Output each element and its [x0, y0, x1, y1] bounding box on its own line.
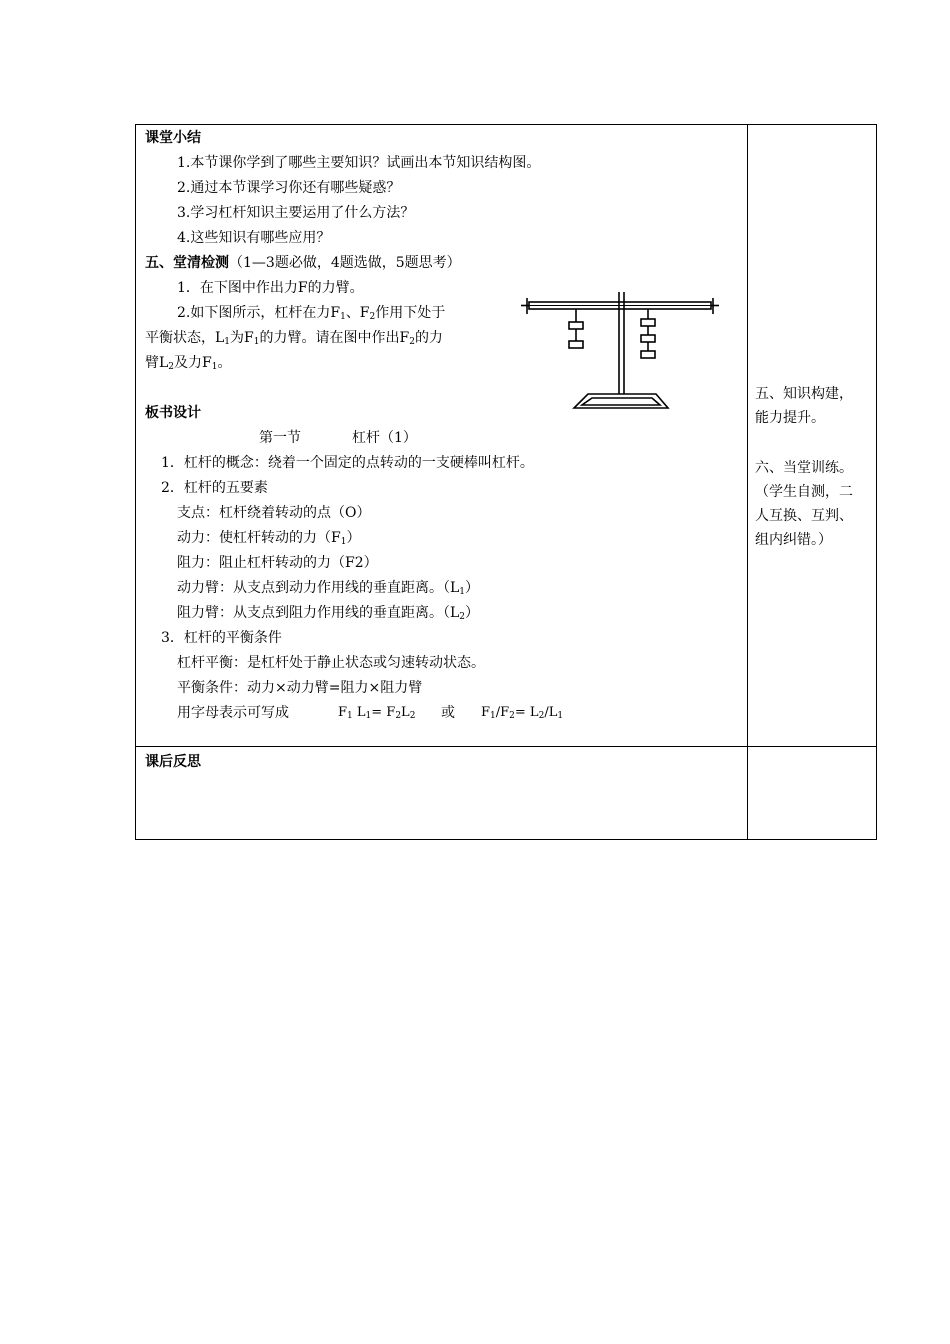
check-title: 五、堂清检测: [145, 255, 229, 271]
summary-item-1: 1.本节课你学到了哪些主要知识？试画出本节知识结构图。: [177, 155, 541, 171]
check-q2-line3: 臂$L_2$及力$F_1$。: [145, 355, 232, 372]
board-balance: 杠杆平衡：是杠杆处于静止状态或匀速转动状态。: [177, 655, 485, 671]
board-resistance: 阻力：阻止杠杆转动的力（F2）: [177, 555, 378, 571]
summary-item-3: 3.学习杠杆知识主要运用了什么方法？: [177, 205, 415, 221]
check-note: （1—3题必做，4题选做，5题思考）: [229, 255, 461, 271]
board-heading-topic: 杠杆（1）: [352, 430, 417, 446]
board-condition: 平衡条件：动力×动力臂=阻力×阻力臂: [177, 680, 423, 696]
reflection-title: 课后反思: [145, 754, 201, 770]
board-formula-2: $F_1/F_2= L_2/L_1$: [481, 705, 564, 721]
board-point-3: 3．杠杆的平衡条件: [161, 630, 282, 646]
check-heading: [145, 253, 461, 273]
board-formula-or: 或: [441, 705, 455, 721]
summary-item-4: 4.这些知识有哪些应用？: [177, 230, 331, 246]
summary-title: 课堂小结: [145, 130, 201, 146]
board-effort: 动力：使杠杆转动的力$(F_1)$: [177, 530, 361, 547]
check-q2-line1: 2.如下图所示，杠杆在力$F_1$、$F_2$作用下处于: [177, 305, 446, 322]
board-fulcrum: 支点：杠杆绕着转动的点（O）: [177, 505, 371, 521]
board-resistance-arm: 阻力臂：从支点到阻力作用线的垂直距离。$(L_2)$: [177, 605, 480, 622]
side-note-five: 五、知识构建， 能力提升。: [755, 386, 853, 426]
board-formula-1: $F_1$ $L_1= F_2L_2$: [338, 705, 416, 721]
board-effort-arm: 动力臂：从支点到动力作用线的垂直距离。$(L_1)$: [177, 580, 480, 597]
lever-diagram: [518, 288, 722, 414]
check-q1: 1．在下图中作出力F的力臂。: [177, 280, 364, 296]
board-title: 板书设计: [145, 405, 201, 421]
row-divider: [135, 746, 877, 747]
check-q2-line2: 平衡状态，$L_1$为$F_1$的力臂。请在图中作出$F_2$的力: [145, 330, 443, 347]
side-note-six: 六、当堂训练。 （学生自测，二 人互换、互判、 组内纠错。）: [755, 460, 853, 548]
board-point-1: 1．杠杆的概念：绕着一个固定的点转动的一支硬棒叫杠杆。: [161, 455, 534, 471]
board-heading-section: 第一节: [259, 430, 301, 446]
board-formula-lead: 用字母表示可写成: [177, 705, 289, 721]
board-point-2: 2．杠杆的五要素: [161, 480, 268, 496]
column-divider: [747, 124, 748, 840]
summary-item-2: 2.通过本节课学习你还有哪些疑惑？: [177, 180, 401, 196]
